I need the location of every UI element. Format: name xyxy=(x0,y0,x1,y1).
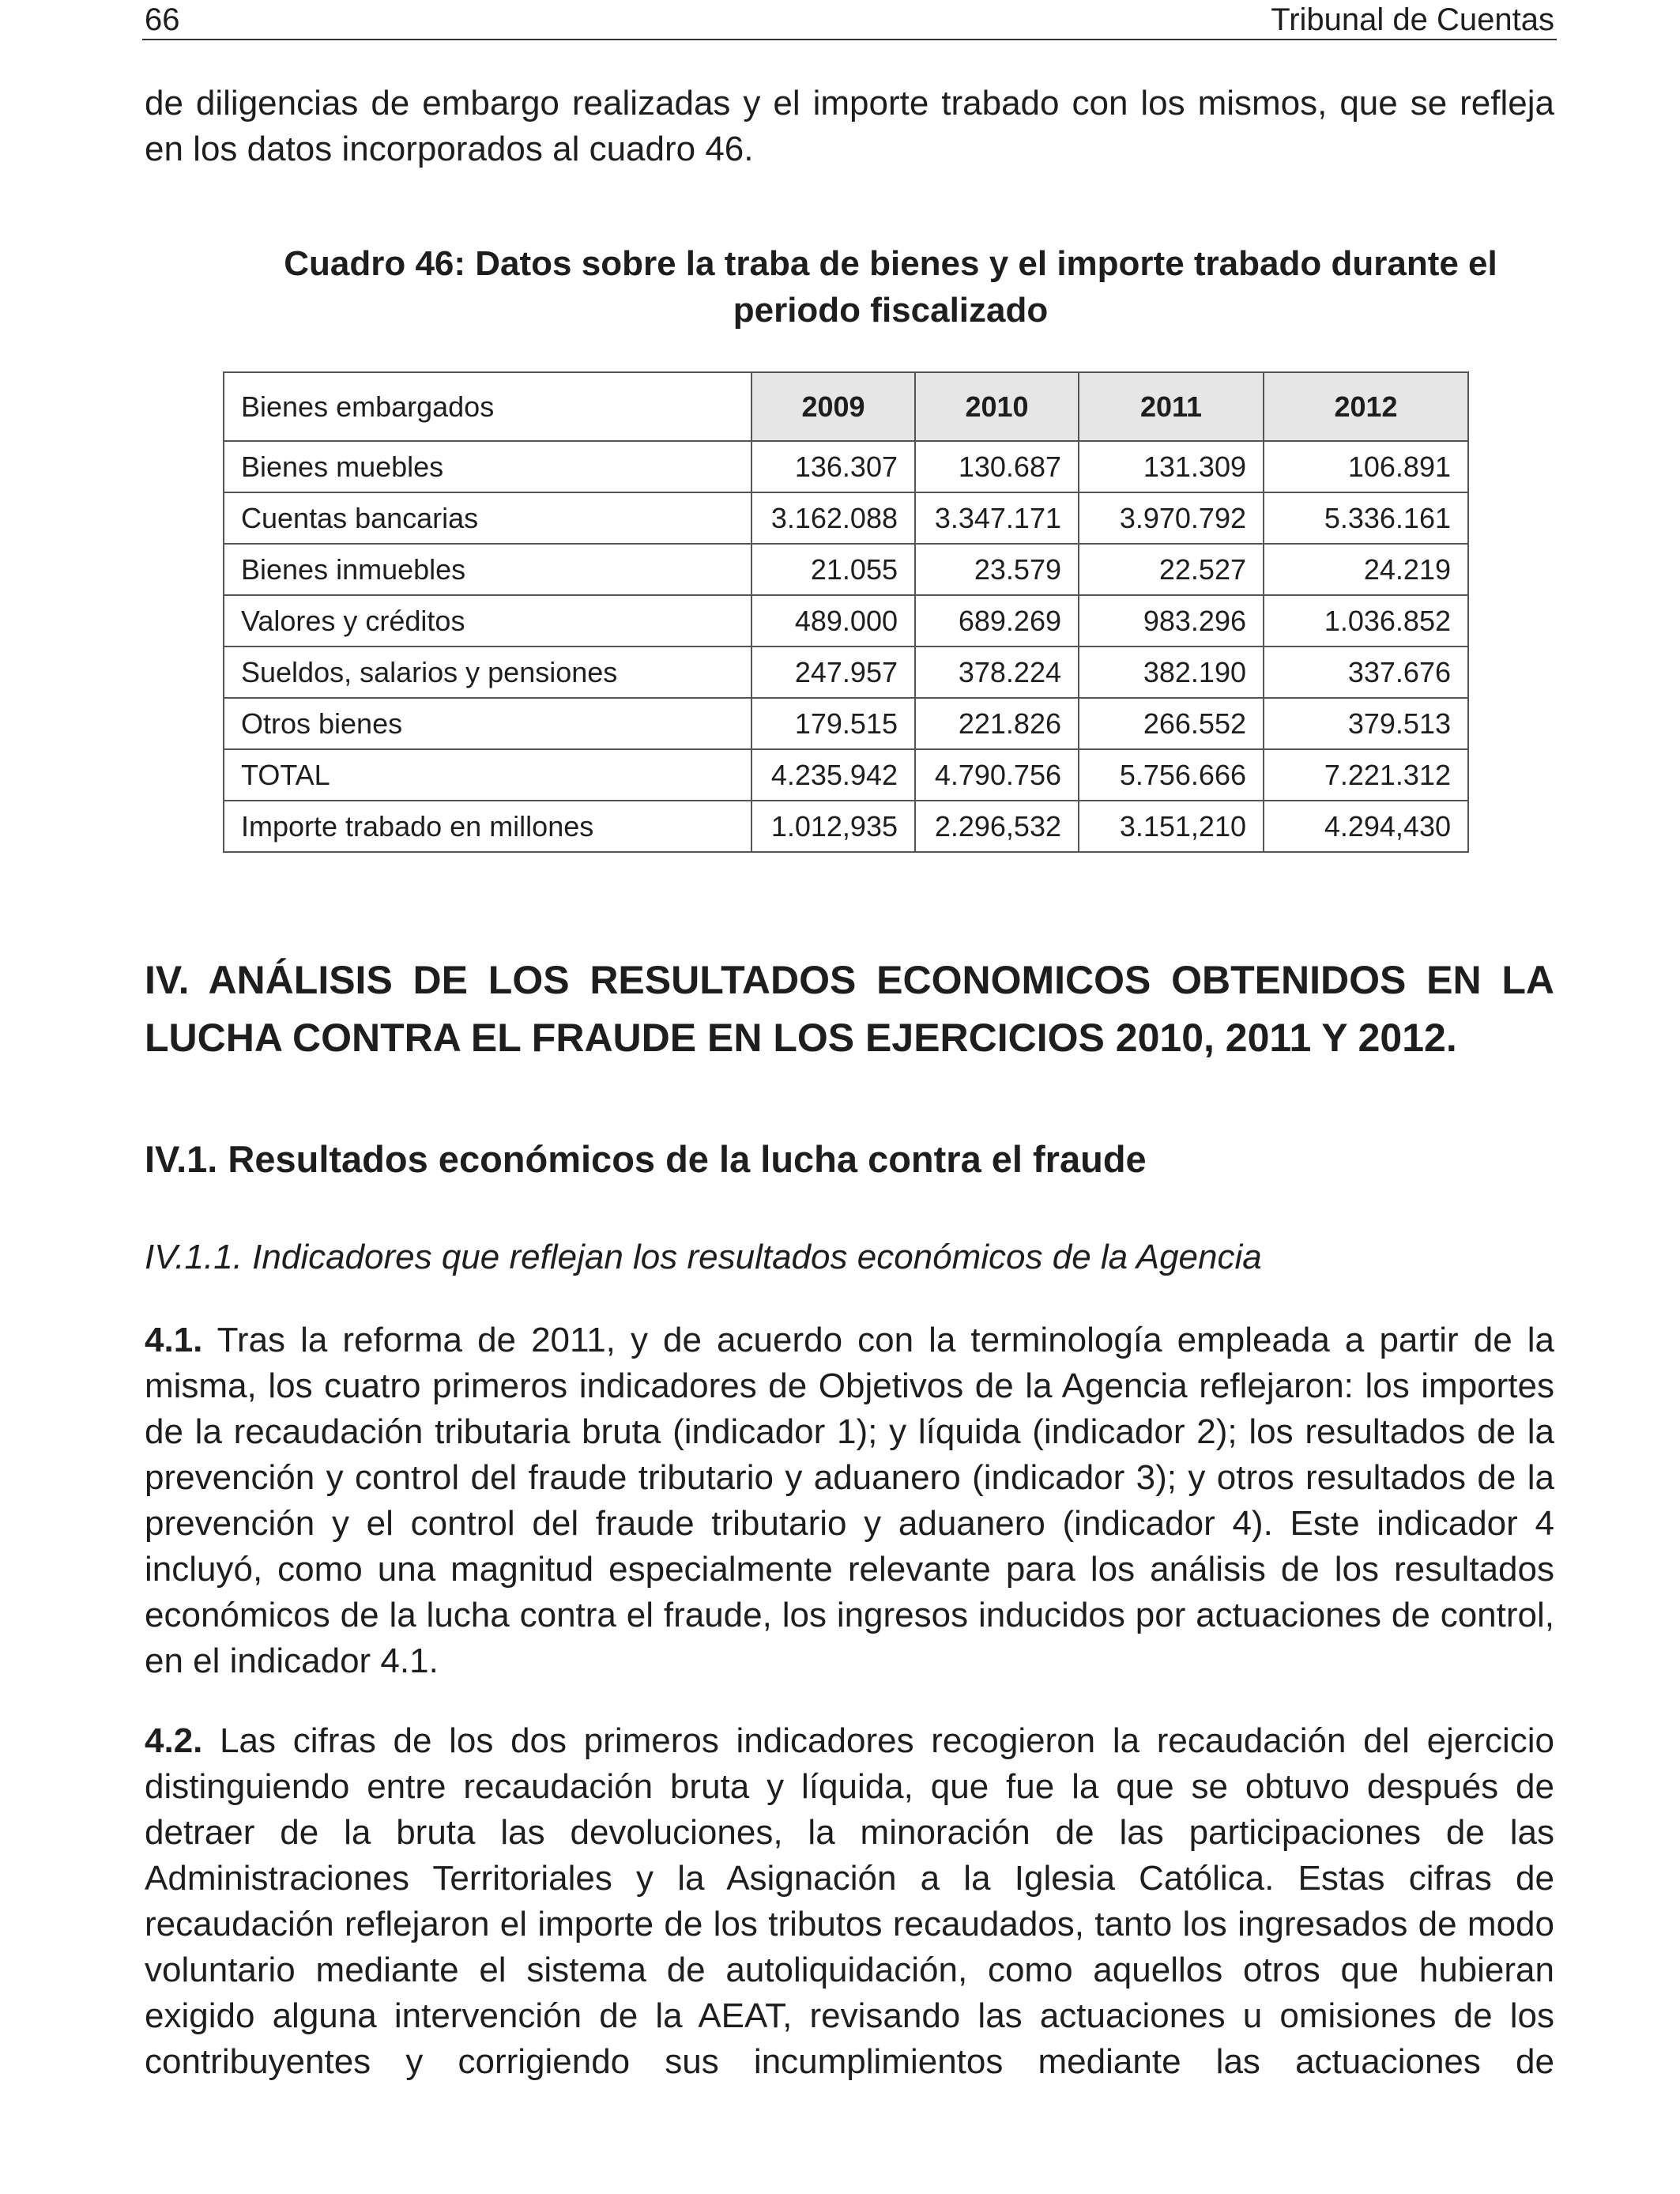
cell-value: 5.756.666 xyxy=(1079,749,1264,801)
cell-value: 130.687 xyxy=(915,441,1079,492)
table-row xyxy=(224,595,1468,647)
cell-value: 3.970.792 xyxy=(1079,492,1264,544)
cell-value: 378.224 xyxy=(915,647,1079,698)
cell-value: 1.012,935 xyxy=(751,801,915,852)
paragraph-line-text: Tras la reforma de 2011, y de acuerdo con la terminología empleada a partir de la xyxy=(217,1321,1555,1359)
subsection-heading xyxy=(145,1137,1554,1182)
table-row xyxy=(224,749,1468,801)
heading-line: IV. ANÁLISIS DE LOS RESULTADOS ECONOMICOS OBTENIDOS EN LA xyxy=(145,958,1554,1002)
paragraph-line: económicos de la lucha contra el fraude, los ingresos inducidos por actuaciones de control, xyxy=(145,1596,1554,1634)
paragraph-4-2 xyxy=(145,1718,1554,2085)
paragraph-first-line xyxy=(145,1718,1554,1764)
cell-value: 4.790.756 xyxy=(915,749,1079,801)
column-header: Bienes embargados xyxy=(224,372,751,441)
subsubsection-heading xyxy=(145,1235,1554,1280)
table-row xyxy=(224,647,1468,698)
cell-value: 131.309 xyxy=(1079,441,1264,492)
paragraph-line-text: Las cifras de los dos primeros indicadores recogieron la recaudación del ejercicio xyxy=(220,1721,1554,1760)
paragraph-line: incluyó, como una magnitud especialmente relevante para los análisis de los resultados xyxy=(145,1550,1554,1589)
caption-line: Cuadro 46: Datos sobre la traba de bienes y el importe trabado durante el xyxy=(284,244,1497,283)
cell-value: 4.294,430 xyxy=(1264,801,1468,852)
cell-value: 24.219 xyxy=(1264,544,1468,595)
cell-value: 106.891 xyxy=(1264,441,1468,492)
header-rule xyxy=(142,39,1557,40)
subsubsection-title: IV.1.1. Indicadores que reflejan los resultados económicos de la Agencia xyxy=(145,1238,1262,1276)
row-label: Otros bienes xyxy=(224,698,751,749)
cell-value: 22.527 xyxy=(1079,544,1264,595)
paragraph-number: 4.2. xyxy=(145,1721,203,1760)
table-caption xyxy=(227,240,1554,334)
paragraph-line: exigido alguna intervención de la AEAT, revisando las actuaciones u omisiones de los xyxy=(145,1996,1554,2035)
heading-line: LUCHA CONTRA EL FRAUDE EN LOS EJERCICIOS 2010, 2011 Y 2012. xyxy=(145,1016,1457,1060)
column-header: 2009 xyxy=(751,372,915,441)
cell-value: 689.269 xyxy=(915,595,1079,647)
row-label: Bienes muebles xyxy=(224,441,751,492)
table-row xyxy=(224,441,1468,492)
seizure-table xyxy=(223,371,1469,853)
cell-value: 247.957 xyxy=(751,647,915,698)
paragraph-line: misma, los cuatro primeros indicadores de Objetivos de la Agencia reflejaron: los importes xyxy=(145,1367,1554,1405)
cell-value: 136.307 xyxy=(751,441,915,492)
cell-value: 337.676 xyxy=(1264,647,1468,698)
cell-value: 2.296,532 xyxy=(915,801,1079,852)
cell-value: 266.552 xyxy=(1079,698,1264,749)
paragraph-line: contribuyentes y corrigiendo sus incumplimientos mediante las actuaciones de xyxy=(145,2042,1554,2081)
row-label: Valores y créditos xyxy=(224,595,751,647)
caption-line: periodo fiscalizado xyxy=(733,291,1049,330)
paragraph-line: en los datos incorporados al cuadro 46. xyxy=(145,130,754,168)
cell-value: 382.190 xyxy=(1079,647,1264,698)
row-label: TOTAL xyxy=(224,749,751,801)
cell-value: 5.336.161 xyxy=(1264,492,1468,544)
table-row xyxy=(224,544,1468,595)
cell-value: 7.221.312 xyxy=(1264,749,1468,801)
publication-name: Tribunal de Cuentas xyxy=(1271,2,1554,37)
subsection-title: IV.1. Resultados económicos de la lucha contra el fraude xyxy=(145,1138,1147,1180)
row-label: Bienes inmuebles xyxy=(224,544,751,595)
paragraph-line: de diligencias de embargo realizadas y el importe trabado con los mismos, que se refleja xyxy=(145,84,1554,123)
cell-value: 221.826 xyxy=(915,698,1079,749)
paragraph-line: prevención y el control del fraude tributario y aduanero (indicador 4). Este indicador 4 xyxy=(145,1504,1554,1543)
paragraph-line: prevención y control del fraude tributario y aduanero (indicador 3); y otros resultados de la xyxy=(145,1458,1554,1497)
cell-value: 379.513 xyxy=(1264,698,1468,749)
cell-value: 983.296 xyxy=(1079,595,1264,647)
table-row xyxy=(224,801,1468,852)
cell-value: 179.515 xyxy=(751,698,915,749)
cell-value: 489.000 xyxy=(751,595,915,647)
paragraph-line: en el indicador 4.1. xyxy=(145,1642,439,1680)
cell-value: 3.162.088 xyxy=(751,492,915,544)
paragraph-number: 4.1. xyxy=(145,1321,203,1359)
cell-value: 4.235.942 xyxy=(751,749,915,801)
intro-paragraph xyxy=(145,81,1554,172)
table-row xyxy=(224,492,1468,544)
column-header: 2010 xyxy=(915,372,1079,441)
paragraph-line: recaudación reflejaron el importe de los tributos recaudados, tanto los ingresados de modo xyxy=(145,1905,1554,1943)
cell-value: 1.036.852 xyxy=(1264,595,1468,647)
cell-value: 23.579 xyxy=(915,544,1079,595)
paragraph-line: Administraciones Territoriales y la Asignación a la Iglesia Católica. Estas cifras de xyxy=(145,1859,1554,1898)
paragraph-first-line xyxy=(145,1318,1554,1363)
paragraph-line: distinguiendo entre recaudación bruta y líquida, que fue la que se obtuvo después de xyxy=(145,1767,1554,1806)
section-heading xyxy=(145,956,1554,1071)
page-number: 66 xyxy=(145,2,180,37)
paragraph-line: detraer de la bruta las devoluciones, la minoración de las participaciones de las xyxy=(145,1813,1554,1852)
column-header: 2012 xyxy=(1264,372,1468,441)
paragraph-4-1 xyxy=(145,1318,1554,1684)
paragraph-line: voluntario mediante el sistema de autoliquidación, como aquellos otros que hubieran xyxy=(145,1951,1554,1989)
paragraph-line: de la recaudación tributaria bruta (indicador 1); y líquida (indicador 2); los resultados de la xyxy=(145,1412,1554,1451)
cell-value: 3.151,210 xyxy=(1079,801,1264,852)
table-header-row xyxy=(224,372,1468,441)
cell-value: 3.347.171 xyxy=(915,492,1079,544)
column-header: 2011 xyxy=(1079,372,1264,441)
row-label: Cuentas bancarias xyxy=(224,492,751,544)
cell-value: 21.055 xyxy=(751,544,915,595)
row-label: Sueldos, salarios y pensiones xyxy=(224,647,751,698)
row-label: Importe trabado en millones xyxy=(224,801,751,852)
table-row xyxy=(224,698,1468,749)
